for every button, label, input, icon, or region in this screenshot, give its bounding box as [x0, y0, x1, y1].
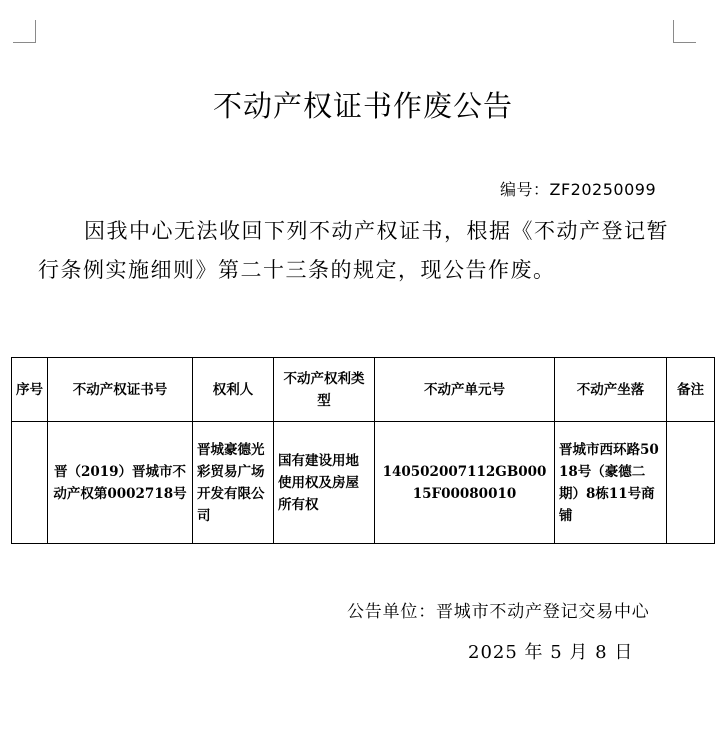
void-certificate-table: [11, 357, 715, 544]
page-title: 不动产权证书作废公告: [212, 89, 513, 123]
table-header-row: [12, 358, 715, 422]
header-unit-no: 不动产单元号: [375, 358, 555, 422]
document-number-value: ZF20250099: [549, 180, 657, 199]
issuing-unit: 公告单位：晋城市不动产登记交易中心: [347, 602, 650, 622]
notice-paragraph: [38, 212, 688, 290]
header-remarks: 备注: [667, 358, 715, 422]
header-seq: 序号: [12, 358, 48, 422]
cell-holder: 晋城豪德光彩贸易广场开发有限公司: [193, 422, 274, 544]
document-number-label: 编号：: [500, 180, 550, 199]
issue-date: 2025 年 5 月 8 日: [468, 642, 634, 663]
cell-unit-no: 140502007112GB00015F00080010: [375, 422, 555, 544]
document-number: [500, 177, 656, 200]
crop-mark-top-left: [13, 20, 36, 43]
header-holder: 权利人: [193, 358, 274, 422]
cell-cert-no: 晋（2019）晋城市不动产权第0002718号: [48, 422, 193, 544]
crop-mark-top-right: [673, 20, 696, 43]
header-cert-no: 不动产权证书号: [48, 358, 193, 422]
cell-location: 晋城市西环路5018号（豪德二期）8栋11号商铺: [555, 422, 667, 544]
notice-paragraph-text: 因我中心无法收回下列不动产权证书，根据《不动产登记暂行条例实施细则》第二十三条的规定，现公告作废。: [38, 219, 669, 282]
header-right-type: 不动产权利类型: [274, 358, 375, 422]
cell-seq: [12, 422, 48, 544]
cell-right-type: 国有建设用地使用权及房屋所有权: [274, 422, 375, 544]
table-row: [12, 422, 715, 544]
cell-remarks: [667, 422, 715, 544]
header-location: 不动产坐落: [555, 358, 667, 422]
